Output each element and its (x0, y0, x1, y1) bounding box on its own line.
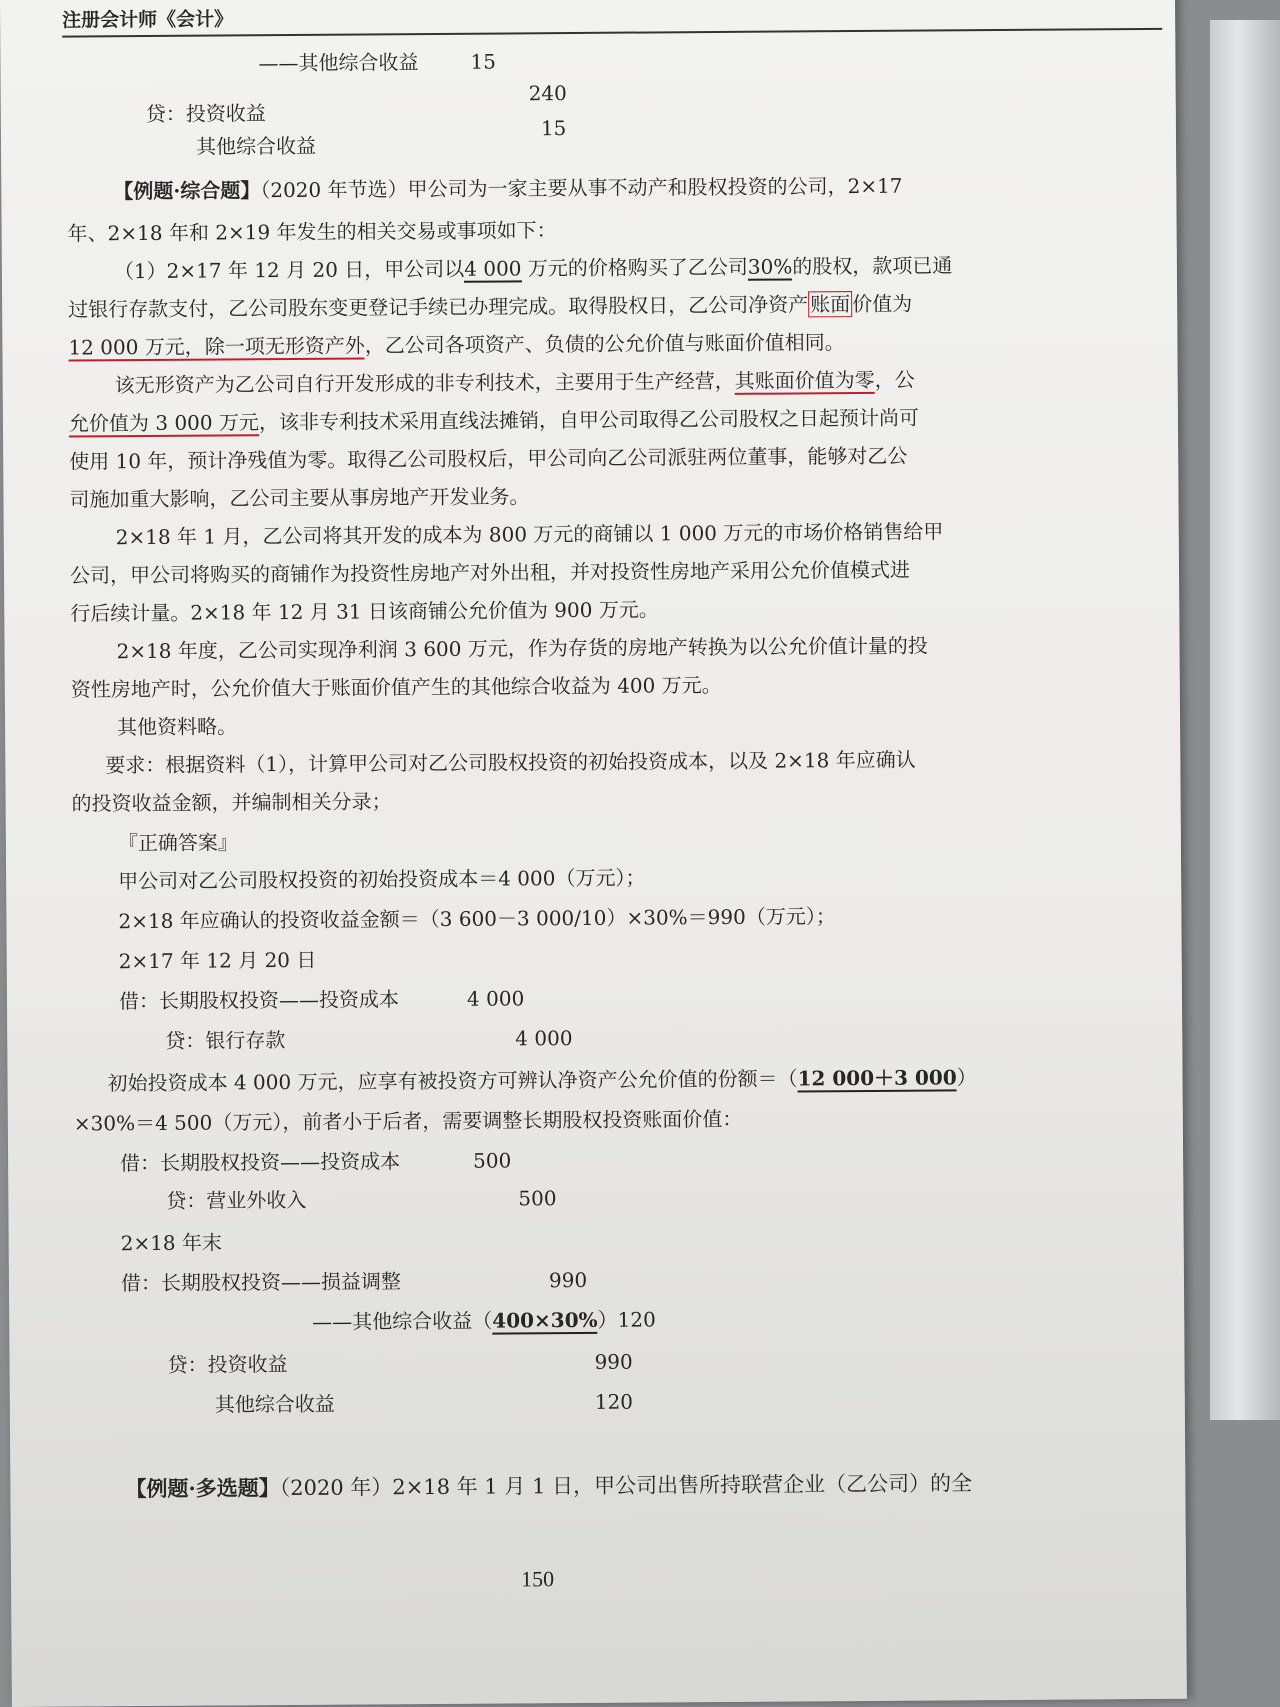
text-run: ——其他综合收益（ (312, 1308, 493, 1334)
paragraph-line: 年、2×18 年和 2×19 年发生的相关交易或事项如下： (67, 218, 557, 246)
text-run: 万元的价格购买了乙公司 (521, 254, 748, 281)
paragraph-line: 2×18 年度，乙公司实现净利润 3 600 万元，作为存货的房地产转换为以公允价值计量的投 (116, 633, 928, 664)
boxed-annotation: 账面 (808, 291, 852, 317)
text-run: ）120 (597, 1307, 656, 1332)
entry-line: ——其他综合收益 (258, 50, 419, 76)
entry-amount: 240 (528, 81, 567, 106)
journal-credit: 贷：营业外收入 (166, 1187, 307, 1213)
journal-amount: 500 (518, 1186, 557, 1211)
running-header: 注册会计师《会计》 (62, 0, 1162, 38)
text-run: ，该非专利技术采用直线法摊销，自甲公司取得乙公司股权之日起预计尚可 (258, 405, 920, 435)
example-intro (113, 174, 902, 204)
text-run: ，公 (874, 367, 915, 392)
red-underline-text: 允价值为 3 000 万元 (68, 410, 260, 436)
answer-line (107, 1065, 976, 1095)
paragraph-line: 2×18 年 1 月，乙公司将其开发的成本为 800 万元的商铺以 1 000 万元的市场价格销售给甲 (115, 519, 944, 550)
example-intro (125, 1471, 972, 1501)
text-run: ） (956, 1065, 977, 1090)
answer-line: 2×18 年应确认的投资收益金额＝（3 600－3 000/10）×30%＝990（万元）； (118, 904, 836, 934)
paragraph-line (115, 368, 915, 398)
journal-amount: 120 (594, 1389, 634, 1414)
journal-amount: 4 000 (466, 986, 525, 1011)
paragraph-line: 其他资料略。 (116, 714, 238, 740)
journal-amount: 990 (548, 1267, 588, 1293)
requirement-line: 要求：根据资料（1），计算甲公司对乙公司股权投资的初始投资成本，以及 2×18 年应确认 (105, 747, 916, 778)
journal-credit: 贷：投资收益 (167, 1352, 288, 1377)
journal-debit-sub (312, 1307, 656, 1333)
red-underline-text: 12 000 万元， (68, 334, 205, 360)
journal-debit: 借：长期股权投资——投资成本 (118, 987, 400, 1014)
journal-credit-sub: 其他综合收益 (214, 1391, 335, 1417)
text-run: 价值为 (852, 291, 913, 317)
text-run: 的股权，款项已通 (792, 253, 953, 279)
paragraph-line: 行后续计量。2×18 年 12 月 31 日该商铺公允价值为 900 万元。 (70, 597, 659, 626)
underlined-amount: 12 000＋3 000 (797, 1065, 957, 1091)
entry-line: 其他综合收益 (195, 133, 317, 159)
page-stack-edge (1210, 20, 1280, 1420)
requirement-line: 的投资收益金额，并编制相关分录； (71, 789, 392, 816)
answer-label: 『正确答案』 (117, 830, 238, 856)
example-intro-text: （2020 年）2×18 年 1 月 1 日，甲公司出售所持联营企业（乙公司）的全 (279, 1471, 973, 1501)
text-run: 该无形资产为乙公司自行开发形成的非专利技术，主要用于生产经营， (114, 368, 735, 398)
paragraph-line (68, 292, 912, 322)
paragraph-line: 司施加重大影响，乙公司主要从事房地产开发业务。 (69, 484, 530, 512)
page-number: 150 (520, 1566, 555, 1592)
answer-line: 2×18 年末 (120, 1230, 223, 1256)
answer-line: 甲公司对乙公司股权投资的初始投资成本＝4 000（万元）； (118, 865, 646, 894)
example-tag: 【例题·多选题】 (125, 1475, 280, 1502)
paragraph-line (114, 253, 953, 283)
journal-debit: 借：长期股权投资——投资成本 (120, 1149, 401, 1176)
underlined-formula: 400×30% (492, 1307, 598, 1333)
paragraph-line: 公司，甲公司将购买的商铺作为投资性房地产对外出租，并对投资性房地产采用公允价值模式进 (69, 557, 911, 588)
answer-line: ×30%＝4 500（万元），前者小于后者，需要调整长期股权投资账面价值： (73, 1106, 743, 1136)
paragraph-line (69, 406, 919, 436)
entry-line: 贷：投资收益 (145, 101, 266, 126)
underlined-amount: 4 000 (464, 256, 522, 281)
answer-line: 2×17 年 12 月 20 日 (118, 947, 317, 974)
journal-credit: 贷：银行存款 (165, 1028, 286, 1053)
example-tag: 【例题·综合题】 (113, 178, 261, 204)
journal-amount: 500 (473, 1148, 512, 1173)
red-underline-text: 其账面价值为零 (734, 367, 875, 393)
red-underline-text: 除一项无形资产外 (204, 333, 365, 359)
text-run: （1）2×17 年 12 月 20 日，甲公司以 (113, 256, 465, 284)
journal-amount: 990 (594, 1349, 633, 1374)
journal-debit: 借：长期股权投资——损益调整 (120, 1269, 402, 1296)
journal-amount: 4 000 (515, 1026, 573, 1051)
entry-amount: 15 (540, 116, 567, 141)
text-run: ，乙公司各项资产、负债的公允价值与账面价值相同。 (364, 330, 845, 358)
underlined-percent: 30% (747, 254, 793, 279)
paragraph-line: 使用 10 年，预计净残值为零。取得乙公司股权后，甲公司向乙公司派驻两位董事，能够对乙公 (69, 443, 908, 474)
text-run: 初始投资成本 4 000 万元，应享有被投资方可辨认净资产公允价值的份额＝（ (107, 1066, 798, 1096)
example-intro-text: （2020 年节选）甲公司为一家主要从事不动产和股权投资的公司，2×17 (260, 173, 903, 203)
entry-amount: 15 (470, 49, 496, 74)
paragraph-line: 资性房地产时，公允价值大于账面价值产生的其他综合收益为 400 万元。 (70, 672, 722, 702)
paragraph-line (68, 330, 844, 359)
text-run: 过银行存款支付，乙公司股东变更登记手续已办理完成。取得股权日，乙公司净资产 (68, 292, 809, 322)
